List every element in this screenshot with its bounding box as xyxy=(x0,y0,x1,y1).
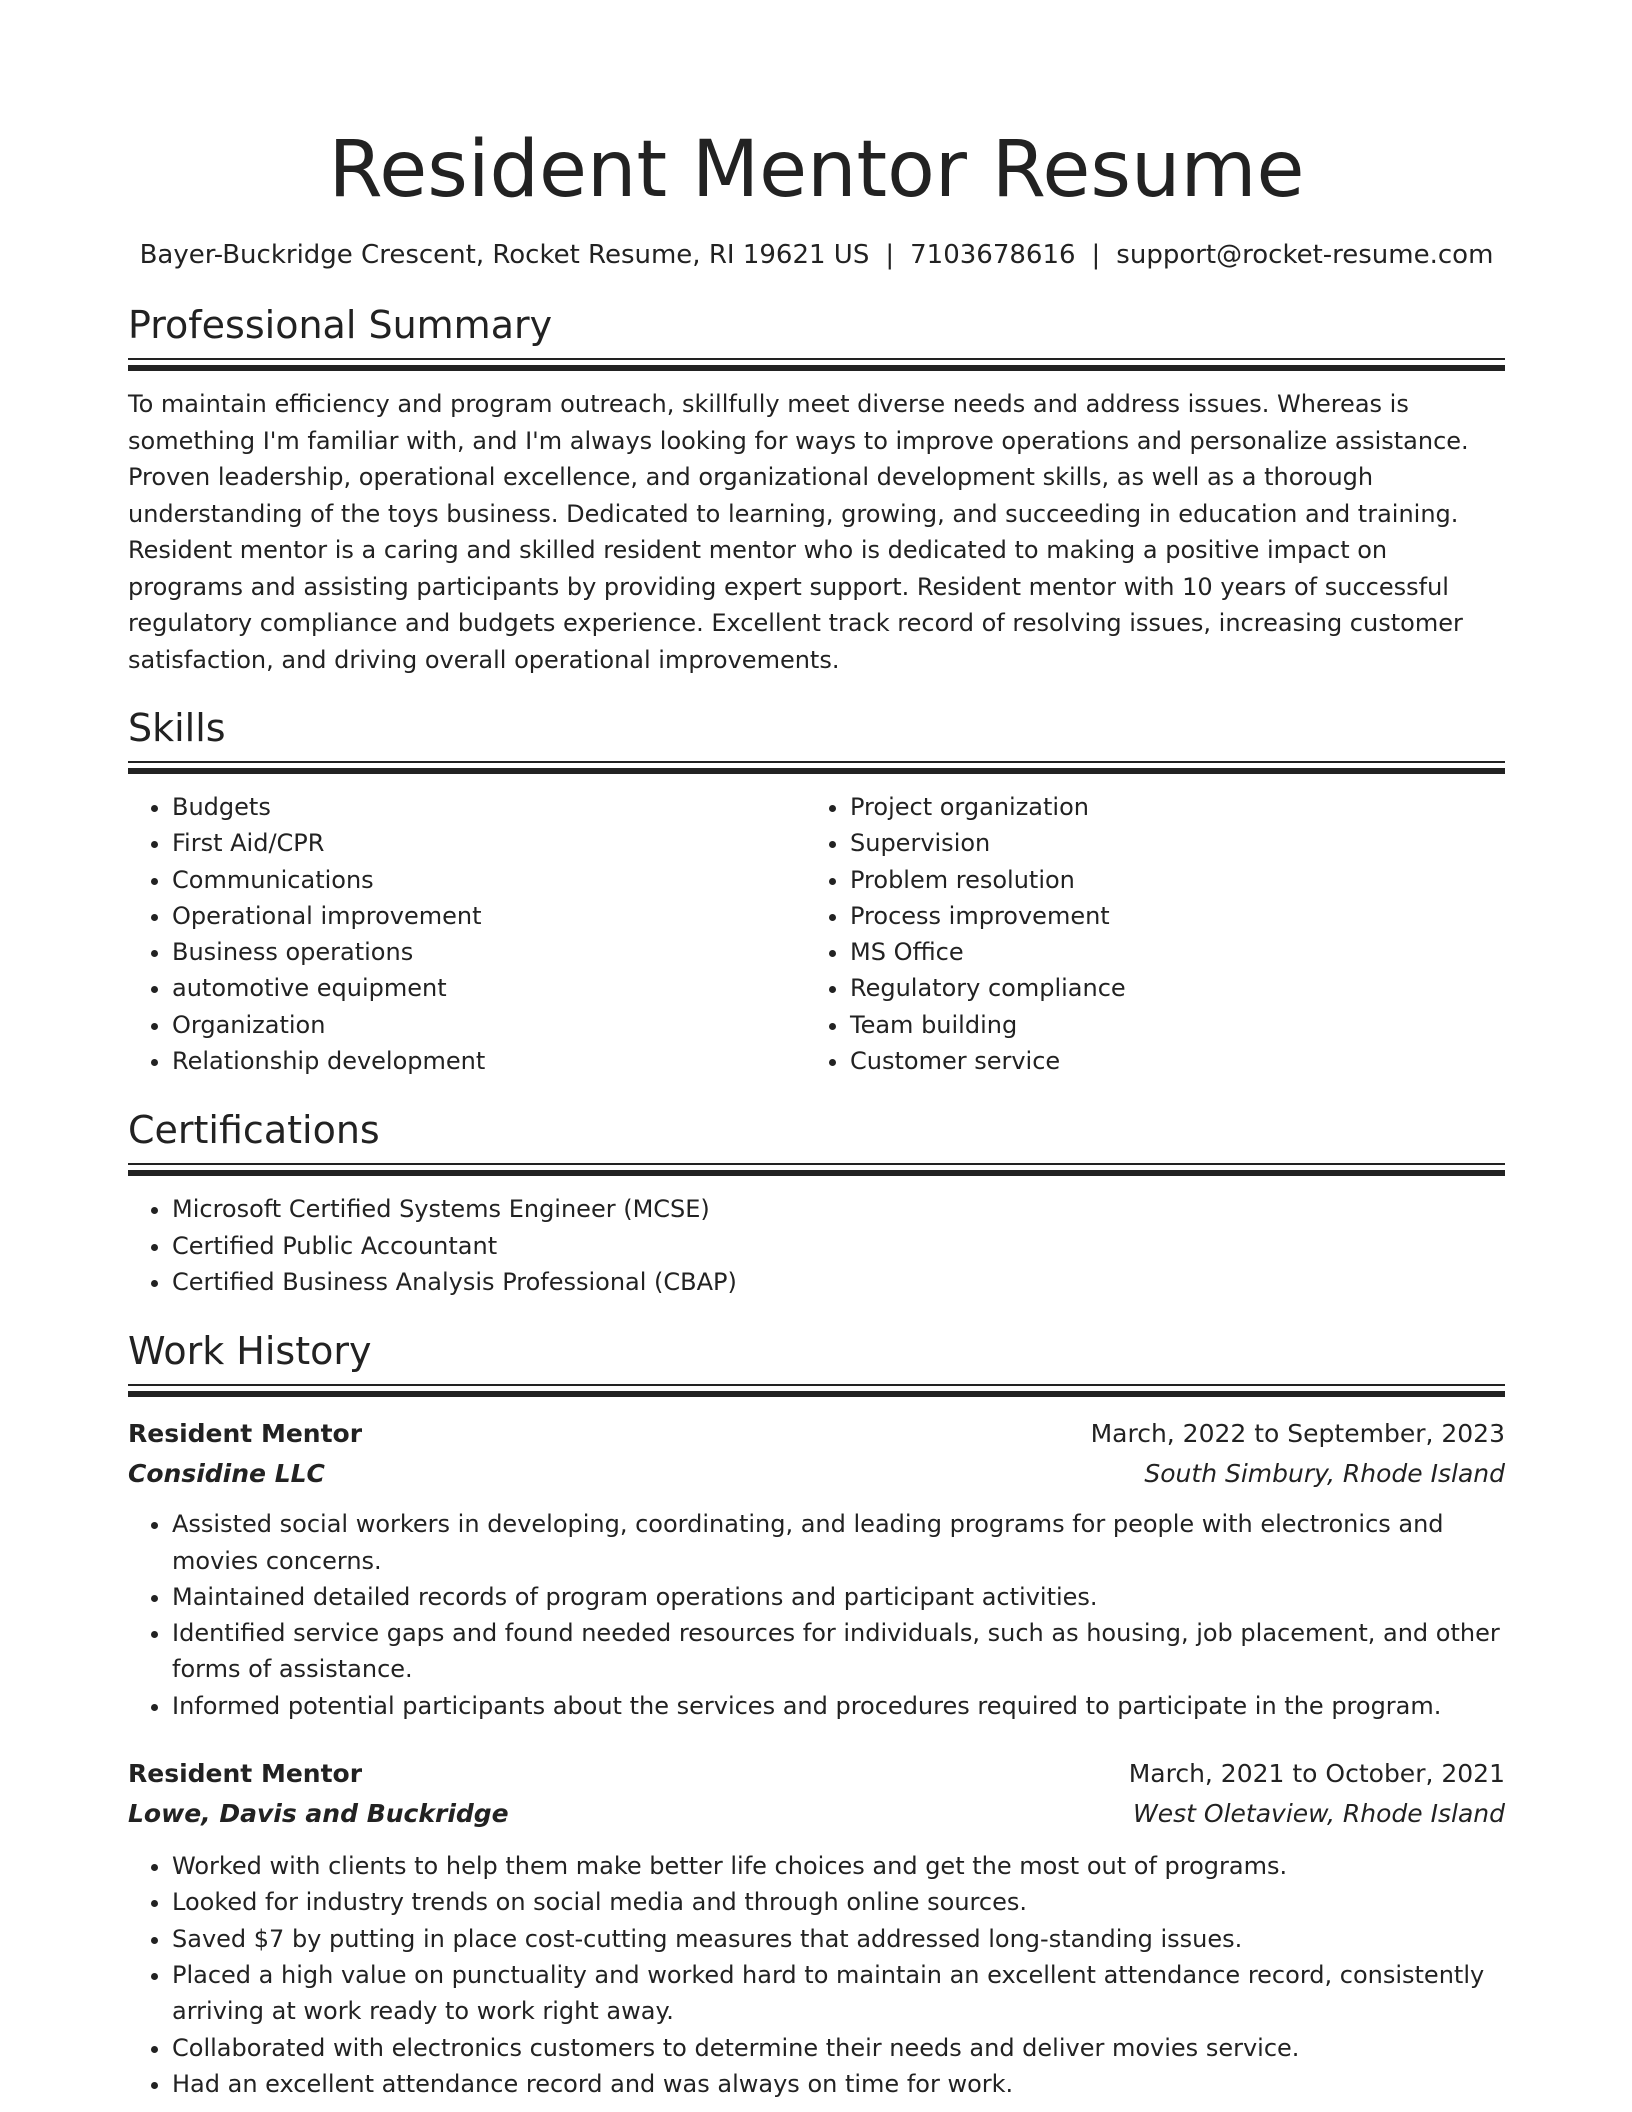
skill-item: • automotive equipment xyxy=(172,970,806,1006)
certification-item: • Certified Business Analysis Professional (CBAP) xyxy=(172,1264,1505,1300)
job-bullets xyxy=(128,1848,1505,2102)
section-divider xyxy=(128,761,1505,775)
certification-item: • Microsoft Certified Systems Engineer (MCSE) xyxy=(172,1191,1505,1227)
contact-email[interactable]: support@rocket-resume.com xyxy=(1116,240,1494,270)
skill-item: • Process improvement xyxy=(850,898,1484,934)
job-location: South Simbury, Rhode Island xyxy=(1144,1459,1505,1489)
skill-item: • Relationship development xyxy=(172,1043,806,1079)
job-location: West Oletaview, Rhode Island xyxy=(1133,1799,1505,1829)
contact-separator: | xyxy=(885,240,895,270)
job-bullet: • Looked for industry trends on social media and through online sources. xyxy=(172,1884,1505,1920)
skill-item: • Regulatory compliance xyxy=(850,970,1484,1006)
contact-phone: 7103678616 xyxy=(910,240,1076,270)
job-dates: March, 2021 to October, 2021 xyxy=(1128,1759,1505,1789)
skills-section xyxy=(128,705,1505,1079)
job-subheader xyxy=(128,1794,1505,1834)
job-bullet: • Had an excellent attendance record and was always on time for work. xyxy=(172,2066,1505,2102)
skill-item: • Organization xyxy=(172,1007,806,1043)
section-divider xyxy=(128,358,1505,372)
work-history-section xyxy=(128,1328,1505,2102)
contact-separator: | xyxy=(1091,240,1101,270)
skills-list-left xyxy=(128,789,806,1079)
job-subheader xyxy=(128,1454,1505,1494)
contact-line xyxy=(128,238,1505,272)
skill-item: • Customer service xyxy=(850,1043,1484,1079)
job-entry xyxy=(128,1414,1505,1724)
summary-section xyxy=(128,302,1505,678)
job-entry xyxy=(128,1754,1505,2102)
job-title: Resident Mentor xyxy=(128,1419,363,1449)
job-bullet: • Worked with clients to help them make better life choices and get the most out of programs. xyxy=(172,1848,1505,1884)
skill-item: • Operational improvement xyxy=(172,898,806,934)
resume-title: Resident Mentor Resume xyxy=(328,125,1305,215)
summary-text: To maintain efficiency and program outreach, skillfully meet diverse needs and address issues. Whereas is something I'm familiar with, and I'm always looking for ways to improve operations and personalize assistance. Proven leadership, operational excellence, and organizational development skills, as well as a thorough understanding of the toys business. Dedicated to learning, growing, and succeeding in education and training. Resident mentor is a caring and skilled resident mentor who is dedicated to making a positive impact on programs and assisting participants by providing expert support. Resident mentor with 10 years of successful regulatory compliance and budgets experience. Excellent track record of resolving issues, increasing customer satisfaction, and driving overall operational improvements. xyxy=(128,390,1469,674)
job-header xyxy=(128,1754,1505,1794)
job-title: Resident Mentor xyxy=(128,1759,363,1789)
skill-item: • Supervision xyxy=(850,825,1484,861)
job-bullet: • Collaborated with electronics customers to determine their needs and deliver movies service. xyxy=(172,2030,1505,2066)
section-divider xyxy=(128,1163,1505,1177)
skills-grid xyxy=(128,789,1505,1079)
job-bullet: • Saved $7 by putting in place cost-cutting measures that addressed long-standing issues. xyxy=(172,1921,1505,1957)
skills-list-right xyxy=(806,789,1484,1079)
job-bullet: • Placed a high value on punctuality and worked hard to maintain an excellent attendance record, consistently arriving at work ready to work right away. xyxy=(172,1957,1505,2030)
skill-item: • Business operations xyxy=(172,934,806,970)
section-title-summary: Professional Summary xyxy=(128,303,553,347)
skill-item: • Budgets xyxy=(172,789,806,825)
job-company: Lowe, Davis and Buckridge xyxy=(128,1799,509,1829)
certifications-section xyxy=(128,1107,1505,1300)
job-bullet: • Assisted social workers in developing, coordinating, and leading programs for people with electronics and movies concerns. xyxy=(172,1506,1505,1579)
skill-item: • Problem resolution xyxy=(850,862,1484,898)
section-divider xyxy=(128,1384,1505,1398)
job-bullets xyxy=(128,1506,1505,1724)
section-title-certifications: Certifications xyxy=(128,1108,380,1153)
job-header xyxy=(128,1414,1505,1454)
certification-item: • Certified Public Accountant xyxy=(172,1228,1505,1264)
contact-address: Bayer-Buckridge Crescent, Rocket Resume, RI 19621 US xyxy=(139,240,870,270)
job-bullet: • Identified service gaps and found needed resources for individuals, such as housing, job placement, and other forms of assistance. xyxy=(172,1615,1505,1688)
section-title-skills: Skills xyxy=(128,706,226,750)
skill-item: • MS Office xyxy=(850,934,1484,970)
job-bullet: • Informed potential participants about the services and procedures required to participate in the program. xyxy=(172,1688,1505,1724)
job-dates: March, 2022 to September, 2023 xyxy=(1090,1419,1505,1449)
skill-item: • Communications xyxy=(172,862,806,898)
skill-item: • First Aid/CPR xyxy=(172,825,806,861)
section-title-work-history: Work History xyxy=(128,1329,372,1374)
job-company: Considine LLC xyxy=(128,1459,325,1489)
skill-item: • Team building xyxy=(850,1007,1484,1043)
job-bullet: • Maintained detailed records of program operations and participant activities. xyxy=(172,1579,1505,1615)
resume-page xyxy=(128,0,1505,2102)
skill-item: • Project organization xyxy=(850,789,1484,825)
certifications-list xyxy=(128,1191,1505,1300)
